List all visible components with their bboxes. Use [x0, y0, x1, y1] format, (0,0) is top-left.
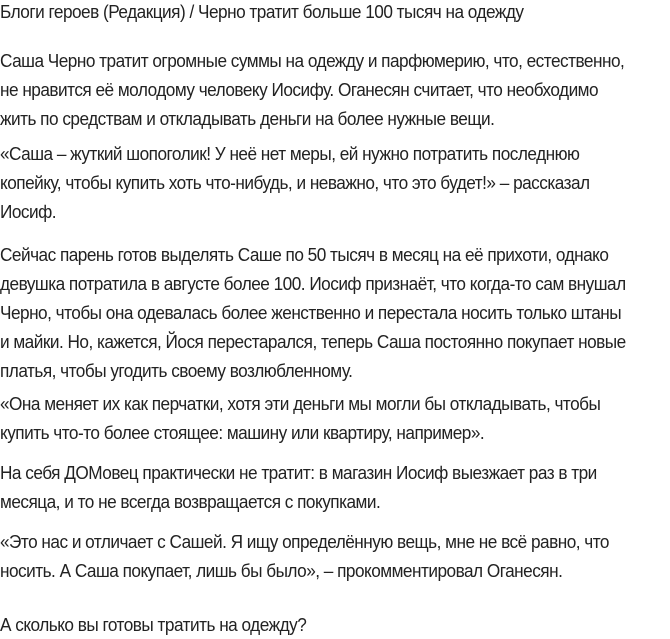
text-line: «Саша – жуткий шопоголик! У неё нет меры, ей нужно потратить последнюю [0, 143, 580, 164]
text-line: месяца, и то не всегда возвращается с покупками. [0, 491, 381, 512]
text-line: купить что-то более стоящее: машину или квартиру, например». [0, 422, 485, 443]
text-line: жить по средствам и откладывать деньги на более нужные вещи. [0, 108, 495, 129]
text-line: копейку, чтобы купить хоть что-нибудь, и неважно, что это будет!» – рассказал [0, 172, 590, 193]
paragraph-quote-3 [0, 527, 670, 585]
text-line: носить. А Саша покупает, лишь бы было», – прокомментировал Оганесян. [0, 560, 563, 581]
article-headline: Черно тратит больше 100 тысяч на одежду [198, 1, 524, 22]
text-line: Иосиф. [0, 201, 57, 222]
text-line: платья, чтобы угодить своему возлюбленному. [0, 360, 353, 381]
breadcrumb-section-link[interactable]: Блоги героев (Редакция) [0, 1, 186, 22]
text-line: девушка потратила в августе более 100. Иосиф признаёт, что когда-то сам внушал [0, 273, 626, 294]
text-line: А сколько вы готовы тратить на одежду? [0, 614, 307, 635]
breadcrumb-separator: / [185, 1, 199, 22]
text-line: «Она меняет их как перчатки, хотя эти деньги мы могли бы откладывать, чтобы [0, 393, 601, 414]
paragraph-quote-2 [0, 389, 670, 447]
text-line: Саша Черно тратит огромные суммы на одежду и парфюмерию, что, естественно, [0, 50, 625, 71]
paragraph-body-2 [0, 458, 670, 516]
text-line: «Это нас и отличает с Сашей. Я ищу определённую вещь, мне не всё равно, что [0, 531, 609, 552]
article-title [0, 0, 524, 24]
paragraph-body-1 [0, 240, 670, 385]
text-line: На себя ДОМовец практически не тратит: в магазин Иосиф выезжает раз в три [0, 462, 597, 483]
text-line: и майки. Но, кажется, Йося перестарался, теперь Саша постоянно покупает новые [0, 331, 626, 352]
text-line: Сейчас парень готов выделять Саше по 50 тысяч в месяц на её прихоти, однако [0, 244, 609, 265]
text-line: Черно, чтобы она одевалась более женственно и перестала носить только штаны [0, 302, 622, 323]
paragraph-quote-1 [0, 139, 670, 226]
text-line: не нравится её молодому человеку Иосифу. Оганесян считает, что необходимо [0, 79, 599, 100]
paragraph-intro [0, 46, 670, 133]
